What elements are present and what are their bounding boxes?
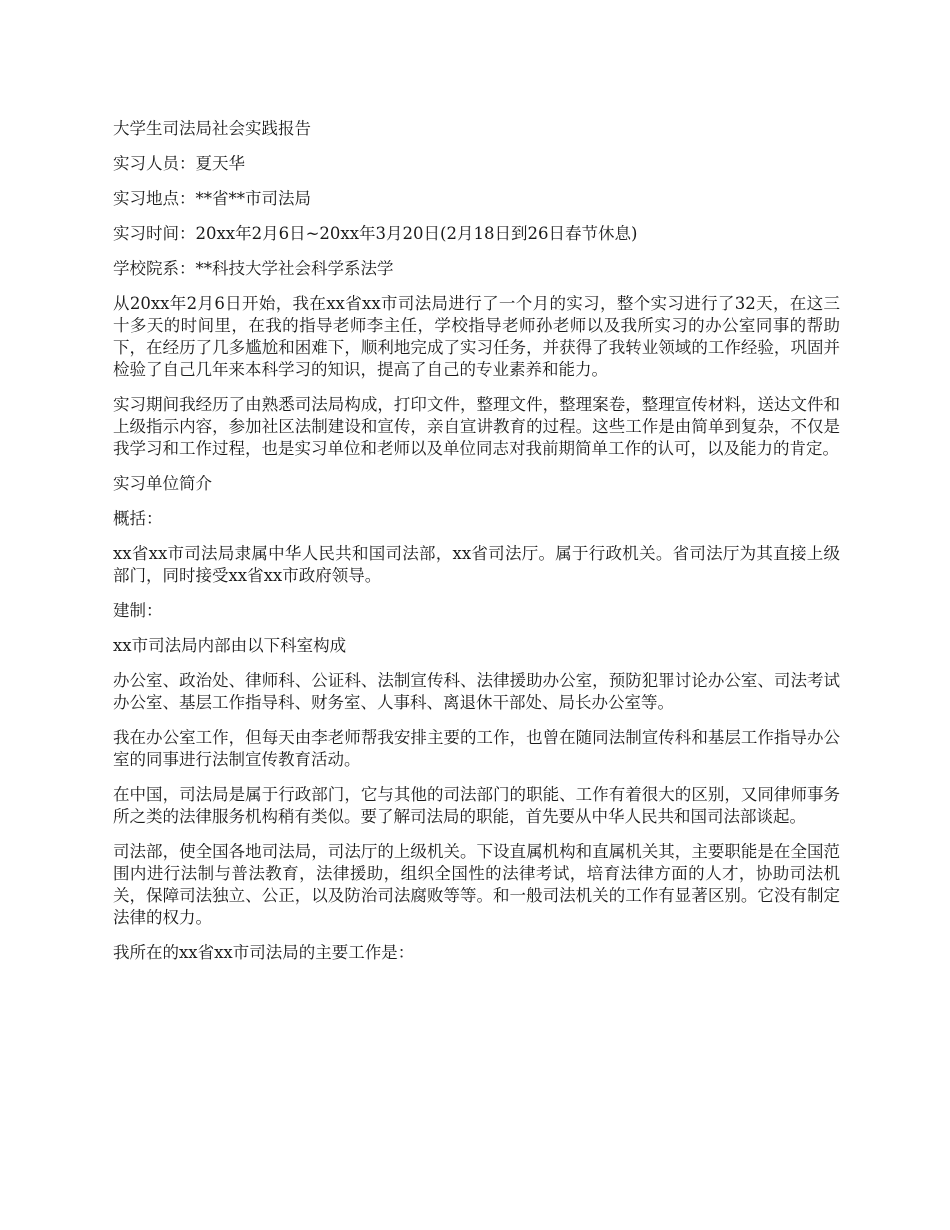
main-work-line: 我所在的xx省xx市司法局的主要工作是： [113, 943, 415, 962]
document-body [113, 118, 840, 977]
intern-period-line: 实习时间：20xx年2月6日~20xx年3月20日(2月18日到26日春节休息) [113, 224, 638, 243]
china-justice-paragraph: 在中国，司法局是属于行政部门，它与其他的司法部门的职能、工作有着很大的区别，又同律师事务所之类的法律服务机构稍有类似。要了解司法局的职能，首先要从中华人民共和国司法部谈起。 [113, 785, 840, 826]
offices-paragraph: 办公室、政治处、律师科、公证科、法制宣传科、法律援助办公室，预防犯罪讨论办公室、司法考试办公室、基层工作指导科、财务室、人事科、离退休干部处、局长办公室等。 [113, 671, 840, 712]
unit-intro-heading: 实习单位简介 [113, 474, 212, 493]
ministry-paragraph: 司法部，使全国各地司法局，司法厅的上级机关。下设直属机构和直属机关其，主要职能是在全国范围内进行法制与普法教育，法律援助，组织全国性的法律考试，培育法律方面的人才，协助司法机关，保障司法独立、公正，以及防治司法腐败等等。和一般司法机关的工作有显著区别。它没有制定法律的权力。 [113, 842, 840, 927]
intro-paragraph: 从20xx年2月6日开始，我在xx省xx市司法局进行了一个月的实习，整个实习进行了32天，在这三十多天的时间里，在我的指导老师李主任，学校指导老师孙老师以及我所实习的办公室同事的帮助下，在经历了几多尴尬和困难下，顺利地完成了实习任务，并获得了我转业领域的工作经验，巩固并检验了自己几年来本科学习的知识，提高了自己的专业素养和能力。 [113, 294, 840, 379]
overview-paragraph: xx省xx市司法局隶属中华人民共和国司法部，xx省司法厅。属于行政机关。省司法厅为其直接上级部门，同时接受xx省xx市政府领导。 [113, 544, 840, 585]
intern-location-line: 实习地点：**省**市司法局 [113, 189, 311, 208]
document-title: 大学生司法局社会实践报告 [113, 119, 311, 138]
my-work-paragraph: 我在办公室工作，但每天由李老师帮我安排主要的工作，也曾在随同法制宣传科和基层工作指导办公室的同事进行法制宣传教育活动。 [113, 728, 840, 769]
intern-name-line: 实习人员：夏天华 [113, 154, 245, 173]
structure-intro-line: xx市司法局内部由以下科室构成 [113, 636, 347, 655]
structure-heading: 建制： [113, 601, 163, 620]
school-department-line: 学校院系：**科技大学社会科学系法学 [113, 259, 394, 278]
overview-heading: 概括： [113, 509, 163, 528]
internship-tasks-paragraph: 实习期间我经历了由熟悉司法局构成，打印文件，整理文件，整理案卷，整理宣传材料，送达文件和上级指示内容，参加社区法制建设和宣传，亲自宣讲教育的过程。这些工作是由简单到复杂，不仅是我学习和工作过程，也是实习单位和老师以及单位同志对我前期简单工作的认可，以及能力的肯定。 [113, 395, 840, 458]
